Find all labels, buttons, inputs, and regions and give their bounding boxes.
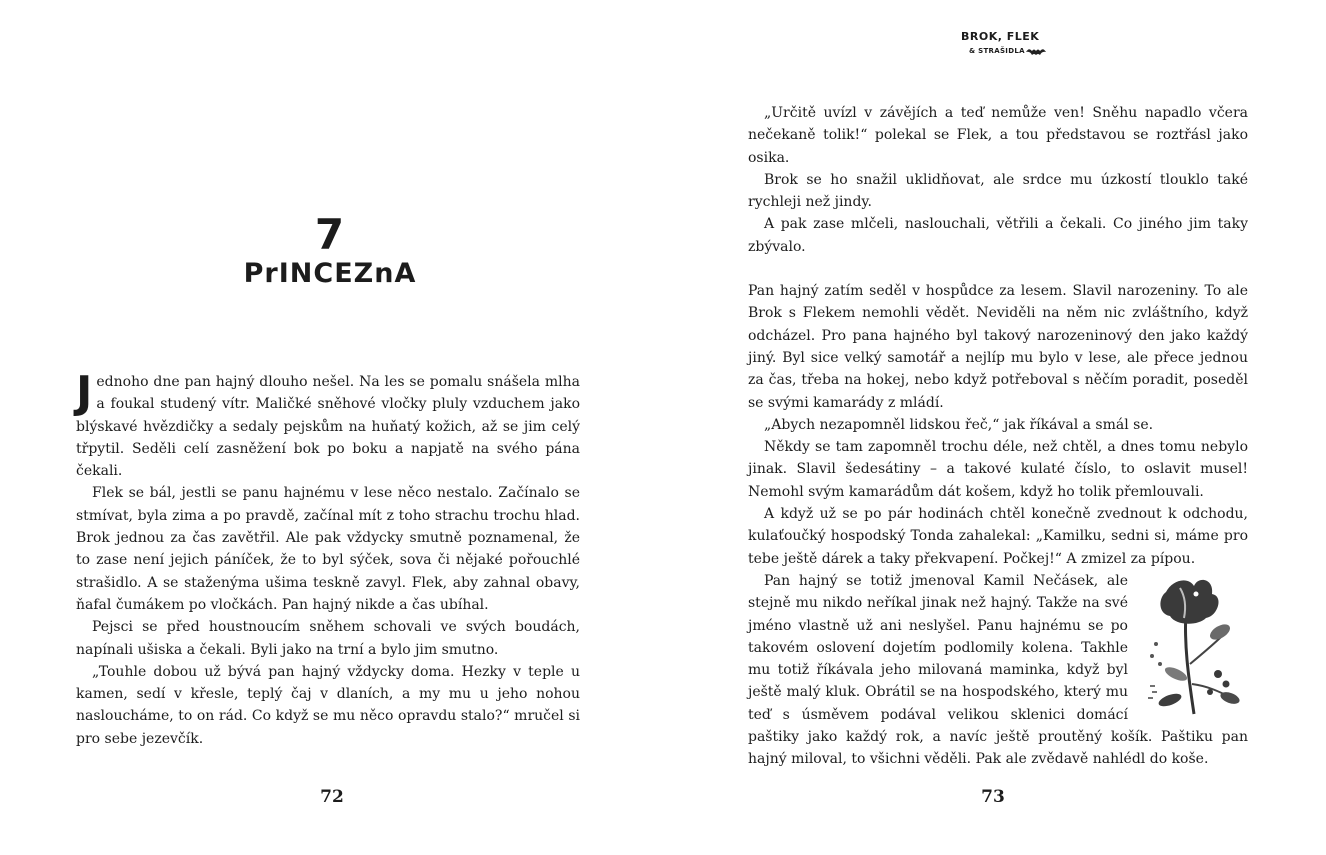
page-number: 72 — [320, 787, 344, 807]
paragraph-text: Pan hajný se totiž jmenoval Kamil Nečásek, ale stejně mu nikdo neříkal jinak než hajný. Takže na své jméno vlastně už ani neslyšel. Panu hajnému se po takovém oslovení dojetím podlomily kolena. Takhle mu totiž říkávala jeho milovaná maminka, když byl ještě malý kluk. Obrátil se na hospodského, který mu teď s úsměvem podával velikou sklenici domácí paštiky jako každý rok, a navíc ještě proutěný košík. Paštiku pan hajný miloval, to všichni věděli. Pak ale zvědavě nahlédl do koše. — [748, 572, 1248, 768]
chapter-title: PrINCEZnA — [243, 258, 417, 289]
paragraph: Někdy se tam zapomněl trochu déle, než chtěl, a dnes tomu nebylo jinak. Slavil šedesátiny – a takové kulaté číslo, to oslavit musel! Nemohl svým kamarádům dát košem, když ho tolik přemlouvali. — [748, 439, 1248, 500]
bat-icon — [1025, 46, 1047, 58]
paragraph: A pak zase mlčeli, naslouchali, větřili a čekali. Co jiného jim taky zbývalo. — [748, 216, 1248, 255]
right-page — [663, 0, 1326, 855]
paragraph: Brok se ho snažil uklidňovat, ale srdce mu úzkostí tlouklo také rychleji než jindy. — [748, 171, 1248, 211]
right-body-text — [748, 102, 1248, 771]
flower-illustration — [1136, 574, 1248, 724]
paragraph: A když už se po pár hodinách chtěl konečně zvednout k odchodu, kulaťoučký hospodský Tonda zahalekal: „Kamilku, sedni si, máme pro tebe ještě dárek a taky překvapení. Počkej!“ A zmizel za pípou. — [748, 506, 1248, 567]
paragraph: Flek se bál, jestli se panu hajnému v lese něco nestalo. Začínalo se stmívat, byla zima a po pravdě, začínal mít z toho strachu trochu hlad. Brok jednou za čas zavětřil. Ale pak vždycky smutně poznamenal, že to zase není jejich páníček, že to byl sýček, sova či nějaké pořouchlé strašidlo. A se staženýma ušima teskně zavyl. Flek, aby zahnal obavy, ňafal čumákem po vločkách. Pan hajný nikde a čas ubíhal. — [76, 485, 580, 613]
series-logo-subtitle: & STRAŠIDLA — [969, 47, 1025, 55]
drop-cap: J — [76, 367, 93, 418]
series-logo — [961, 30, 1051, 70]
paragraph-text: ednoho dne pan hajný dlouho nešel. Na les se pomalu snášela mlha a foukal studený vítr. Maličké sněhové vločky pluly vzduchem jako blýskavé hvězdičky a sedaly pejskům na huňatý kožich, až se jim celý třpytil. Seděli celí zasněžení bok po boku a napjatě na svého pána čekali. — [76, 374, 580, 480]
paragraph: „Abych nezapomněl lidskou řeč,“ jak říkával a smál se. — [764, 416, 1154, 433]
paragraph: „Určitě uvízl v závějích a teď nemůže ven! Sněhu napadlo včera nečekaně tolik!“ polekal se Flek, a tou představou se roztřásl jako osika. — [748, 105, 1248, 166]
left-body-text — [76, 367, 580, 750]
paragraph: Pan hajný zatím seděl v hospůdce za lesem. Slavil narozeniny. To ale Brok s Flekem nemohli vědět. Neviděli na něm nic zvláštního, když odcházel. Pro pana hajného byl takový narozeninový den jako každý jiný. Byl sice velký samotář a nejlíp mu bylo v lese, ale přece jednou za čas, třeba na hokej, nebo když potřeboval s něčím poradit, poseděl se svými kamarády z mládí. — [748, 283, 1248, 411]
paragraph: „Touhle dobou už bývá pan hajný vždycky doma. Hezky v teple u kamen, sedí v křesle, teplý čaj v dlaních, a my mu u jeho nohou nasloucháme, to on rád. Co když se mu něco opravdu stalo?“ mručel si pro sebe jezevčík. — [76, 663, 580, 747]
page-number: 73 — [981, 787, 1005, 807]
chapter-number: 7 — [314, 210, 346, 259]
paragraph — [748, 570, 1248, 771]
paragraph: Pejsci se před houstnoucím sněhem schovali ve svých boudách, napínali ušiska a čekali. Byli jako na trní a bylo jim smutno. — [76, 619, 580, 658]
series-logo-title: BROK, FLEK — [961, 30, 1040, 43]
section-break — [748, 258, 1248, 280]
paragraph — [76, 367, 580, 482]
